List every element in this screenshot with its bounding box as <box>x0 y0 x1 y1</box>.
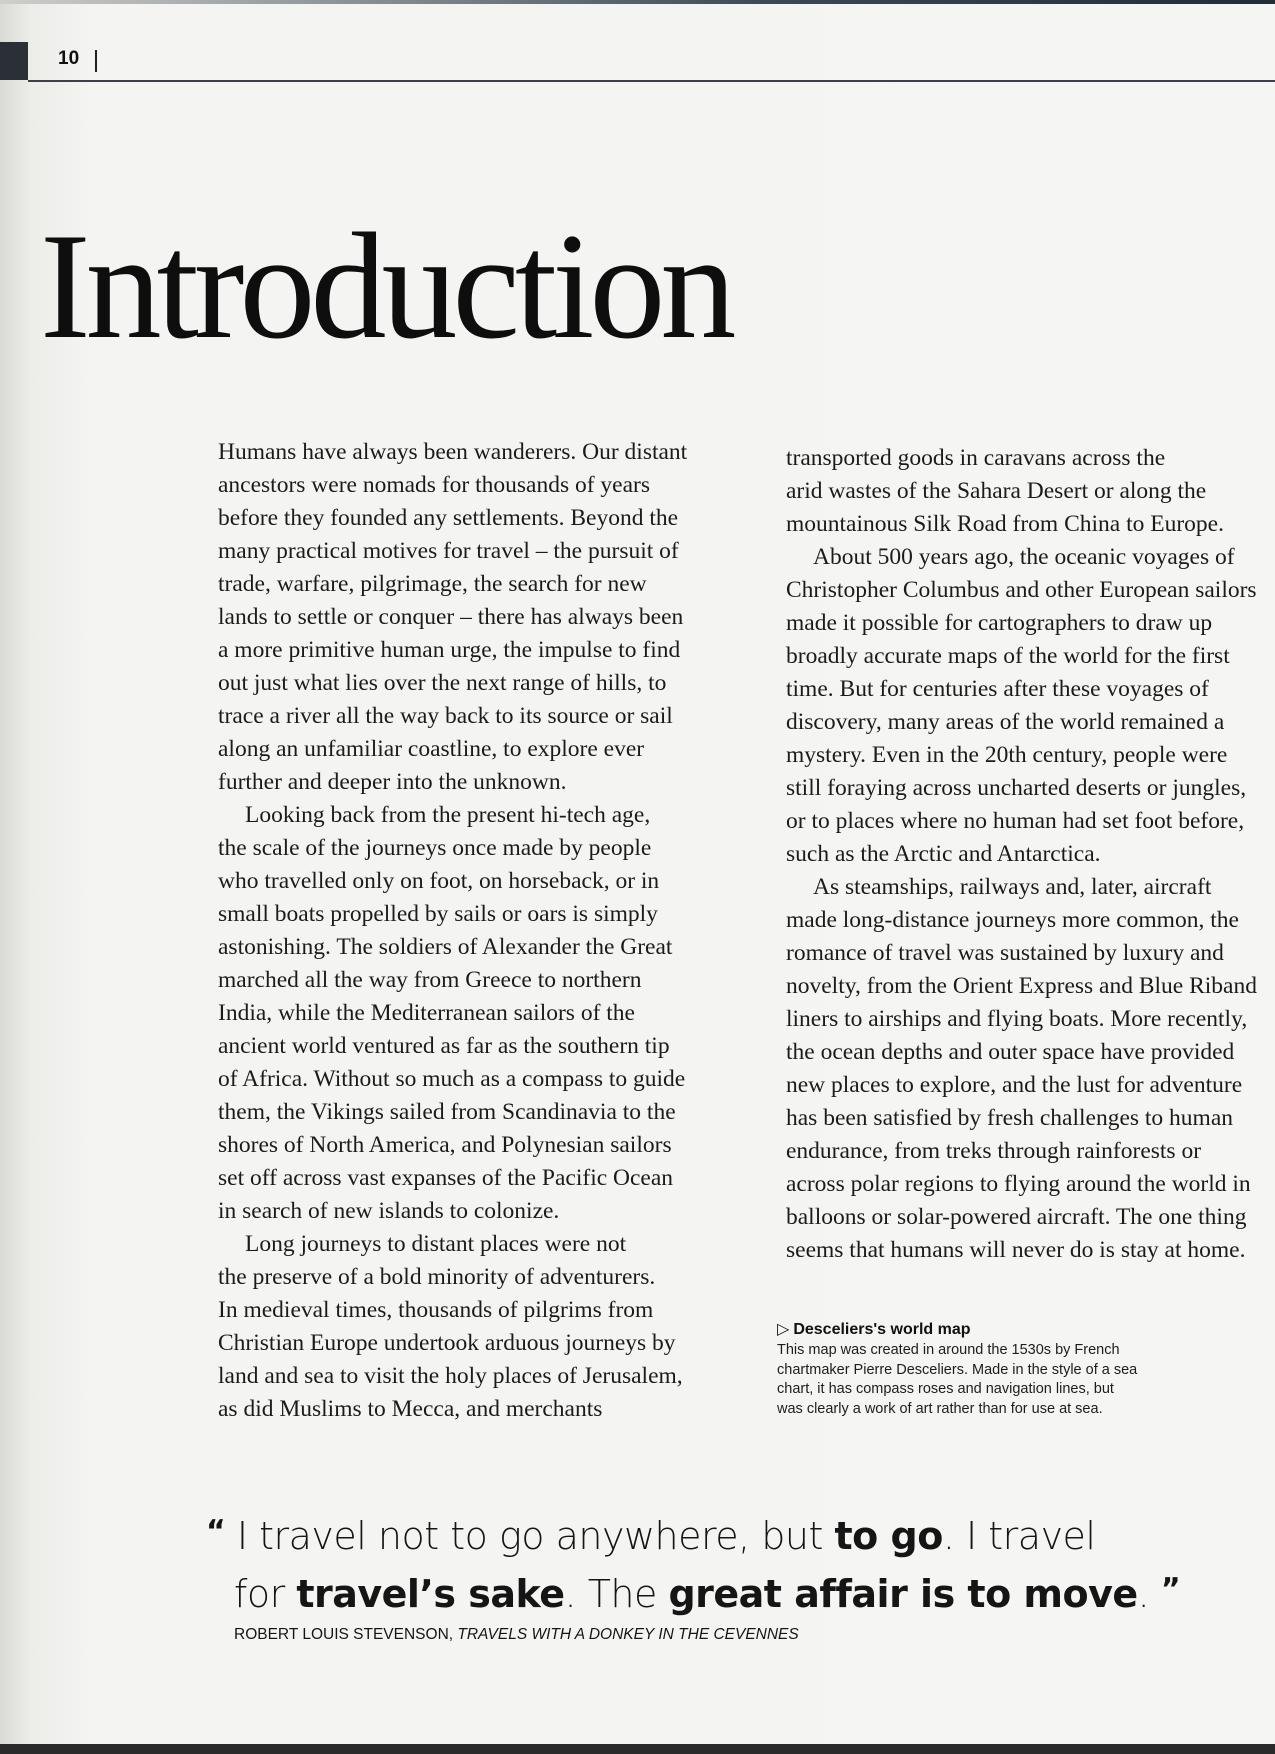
body-text-line: the ocean depths and outer space have provided <box>786 1039 1235 1065</box>
body-text-line: broadly accurate maps of the world for the first <box>786 643 1230 669</box>
body-text-line: marched all the way from Greece to northern <box>218 967 642 993</box>
body-text-line: romance of travel was sustained by luxury and <box>786 940 1224 966</box>
body-text-line: Long journeys to distant places were not <box>245 1231 627 1257</box>
body-text-line: made it possible for cartographers to draw up <box>786 610 1213 636</box>
body-text-line: shores of North America, and Polynesian sailors <box>218 1132 672 1158</box>
quote-emphasis: travel’s sake <box>296 1572 565 1616</box>
body-text-line: Humans have always been wanderers. Our distant <box>218 439 688 465</box>
header-rule <box>28 80 1275 82</box>
body-text-line: still foraying across uncharted deserts or jungles, <box>786 775 1247 801</box>
body-text-line: in search of new islands to colonize. <box>218 1198 560 1224</box>
body-text-line: ancient world ventured as far as the southern tip <box>218 1033 670 1059</box>
body-column-right <box>786 442 1275 1267</box>
body-text-line: out just what lies over the next range of hills, to <box>218 670 667 696</box>
quote-text: . <box>1137 1572 1161 1616</box>
body-text-line: Christopher Columbus and other European sailors <box>786 577 1257 603</box>
body-text-line: astonishing. The soldiers of Alexander the Great <box>218 934 673 960</box>
body-text-line: Christian Europe undertook arduous journeys by <box>218 1330 676 1356</box>
body-text-line: liners to airships and flying boats. More recently, <box>786 1006 1248 1032</box>
page-top-edge <box>0 0 1275 4</box>
body-text-line: arid wastes of the Sahara Desert or along the <box>786 478 1207 504</box>
body-text-line: a more primitive human urge, the impulse to find <box>218 637 681 663</box>
quote-text: for <box>234 1572 297 1616</box>
page-tab-marker <box>0 42 28 80</box>
quote-author: ROBERT LOUIS STEVENSON, <box>234 1626 458 1643</box>
body-text-line: who travelled only on foot, on horseback, or in <box>218 868 660 894</box>
body-text-line: made long-distance journeys more common, the <box>786 907 1239 933</box>
page-title: Introduction <box>40 202 732 370</box>
body-text-line: before they founded any settlements. Beyond the <box>218 505 679 531</box>
open-quote-mark: “ <box>206 1514 226 1549</box>
body-text-line: land and sea to visit the holy places of Jerusalem, <box>218 1363 683 1389</box>
body-text-line: as did Muslims to Mecca, and merchants <box>218 1396 603 1422</box>
body-text-line: novelty, from the Orient Express and Blue Riband <box>786 973 1257 999</box>
body-text-line: of Africa. Without so much as a compass to guide <box>218 1066 686 1092</box>
quote-text: . I travel <box>942 1514 1096 1558</box>
quote-emphasis: to go <box>834 1514 943 1558</box>
body-text-line: mountainous Silk Road from China to Europe. <box>786 511 1224 537</box>
quote-text: . The <box>564 1572 669 1616</box>
body-text-line: new places to explore, and the lust for adventure <box>786 1072 1243 1098</box>
caption-line: chart, it has compass roses and navigation lines, but <box>777 1381 1114 1397</box>
caption-body <box>777 1341 1237 1419</box>
caption-heading-row <box>777 1319 1237 1341</box>
body-text-line: time. But for centuries after these voyages of <box>786 676 1209 702</box>
pull-quote <box>206 1505 1180 1621</box>
body-text-line: set off across vast expanses of the Pacific Ocean <box>218 1165 674 1191</box>
image-caption <box>777 1319 1237 1419</box>
page-number: 10 <box>58 48 80 69</box>
quote-attribution <box>234 1626 799 1644</box>
body-column-left <box>218 436 768 1426</box>
body-text-line: small boats propelled by sails or oars is simply <box>218 901 658 927</box>
body-text-line: such as the Arctic and Antarctica. <box>786 841 1101 867</box>
body-text-line: endurance, from treks through rainforests or <box>786 1138 1202 1164</box>
body-text-line: ancestors were nomads for thousands of years <box>218 472 651 498</box>
body-text-line: or to places where no human had set foot before, <box>786 808 1245 834</box>
caption-line: was clearly a work of art rather than for use at sea. <box>777 1400 1103 1417</box>
body-text-line: seems that humans will never do is stay at home. <box>786 1237 1246 1263</box>
caption-line: chartmaker Pierre Desceliers. Made in the style of a sea <box>777 1361 1138 1378</box>
caption-heading: Desceliers's world map <box>793 1321 971 1338</box>
triangle-pointer-icon: ▷ <box>777 1321 790 1338</box>
caption-line: This map was created in around the 1530s by French <box>777 1342 1120 1358</box>
body-text-line: many practical motives for travel – the pursuit of <box>218 538 679 564</box>
quote-emphasis: great affair is to move <box>668 1572 1138 1616</box>
body-text-line: discovery, many areas of the world remained a <box>786 709 1225 735</box>
page-bottom-edge <box>0 1744 1275 1754</box>
body-text-line: India, while the Mediterranean sailors of the <box>218 1000 635 1026</box>
body-text-line: In medieval times, thousands of pilgrims from <box>218 1297 654 1323</box>
body-text-line: along an unfamiliar coastline, to explore ever <box>218 736 645 762</box>
body-text-line: further and deeper into the unknown. <box>218 769 567 795</box>
body-text-line: lands to settle or conquer – there has always been <box>218 604 684 630</box>
body-text-line: transported goods in caravans across the <box>786 445 1166 471</box>
body-text-line: the scale of the journeys once made by people <box>218 835 652 861</box>
body-text-line: Looking back from the present hi-tech age, <box>245 802 651 828</box>
body-text-line: trade, warfare, pilgrimage, the search for new <box>218 571 647 597</box>
header-separator <box>95 50 97 72</box>
body-text-line: mystery. Even in the 20th century, people were <box>786 742 1228 768</box>
close-quote-mark: ” <box>1160 1572 1181 1607</box>
quote-line-2 <box>206 1563 1180 1621</box>
quote-line-1 <box>206 1505 1180 1563</box>
body-text-line: About 500 years ago, the oceanic voyages of <box>813 544 1235 570</box>
quote-text: I travel not to go anywhere, but <box>236 1514 835 1558</box>
body-text-line: balloons or solar-powered aircraft. The one thing <box>786 1204 1247 1230</box>
body-text-line: across polar regions to flying around the world in <box>786 1171 1251 1197</box>
body-text-line: them, the Vikings sailed from Scandinavia to the <box>218 1099 676 1125</box>
body-text-line: has been satisfied by fresh challenges to human <box>786 1105 1234 1131</box>
body-text-line: As steamships, railways and, later, aircraft <box>813 874 1212 900</box>
body-text-line: the preserve of a bold minority of adventurers. <box>218 1264 656 1290</box>
body-text-line: trace a river all the way back to its source or sail <box>218 703 673 729</box>
quote-source: TRAVELS WITH A DONKEY IN THE CEVENNES <box>457 1626 799 1643</box>
